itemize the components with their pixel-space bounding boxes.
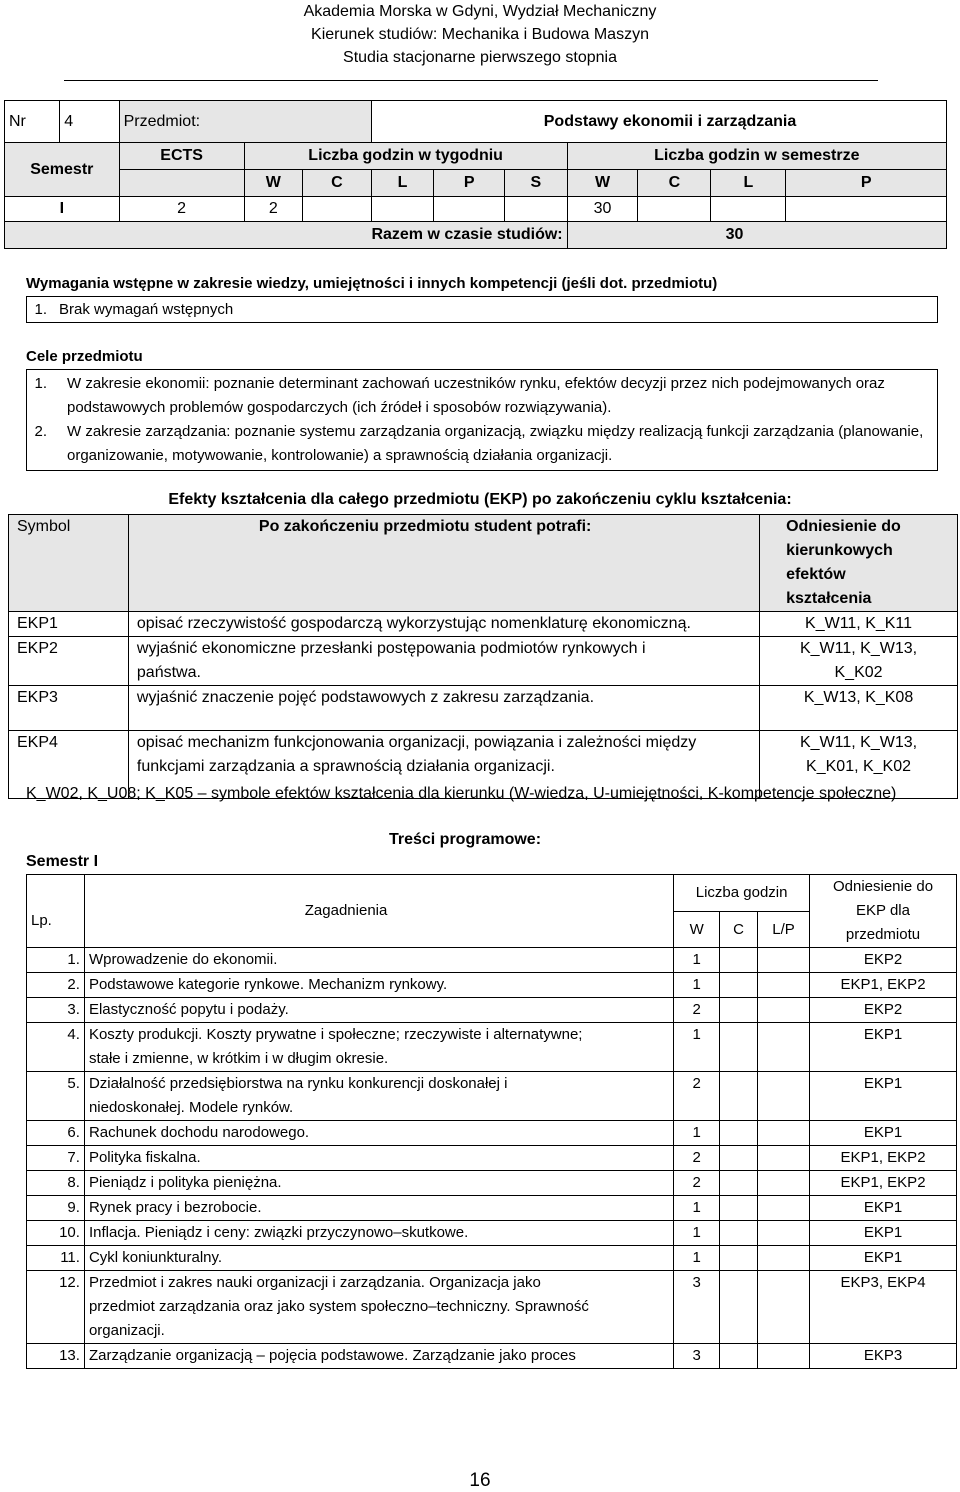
- outcome-legend: K_W02, K_U08; K_K05 – symbole efektów kształcenia dla kierunku (W-wiedza, U-umiejętności, K-kompetencje społeczne): [26, 785, 897, 802]
- topic-number: 1.: [27, 948, 85, 973]
- topic-text: Inflacja. Pieniądz i ceny: związki przyczynowo–skutkowe.: [84, 1221, 673, 1246]
- topic-ekp: EKP1: [810, 1023, 957, 1072]
- topic-hours-c: [720, 1246, 758, 1271]
- topic-ekp: EKP2: [810, 998, 957, 1023]
- topic-hours-lp: [758, 1246, 810, 1271]
- goal-number: 1.: [34, 375, 47, 392]
- outcome-symbol: EKP2: [9, 637, 129, 686]
- topic-number: 6.: [27, 1121, 85, 1146]
- topic-number: 5.: [27, 1072, 85, 1121]
- table-row: [27, 1271, 957, 1344]
- col-symbol-header: Symbol: [9, 515, 129, 612]
- topic-hours-c: [720, 1023, 758, 1072]
- goal-number: 2.: [34, 423, 47, 440]
- goals-title: Cele przedmiotu: [26, 348, 143, 365]
- outcome-symbol: EKP1: [9, 612, 129, 637]
- topic-hours-w: 2: [674, 1072, 720, 1121]
- outcome-text: wyjaśnić znaczenie pojęć podstawowych z zakresu zarządzania.: [128, 686, 759, 731]
- topic-hours-w: 1: [674, 1121, 720, 1146]
- topic-ekp: EKP1: [810, 1246, 957, 1271]
- w-sem-value: 30: [567, 197, 638, 222]
- col-ekp-header: Odniesienie do EKP dla przedmiotu: [810, 875, 957, 948]
- topic-hours-w: 2: [674, 1171, 720, 1196]
- requirement-text: Brak wymagań wstępnych: [59, 301, 234, 318]
- semester-label: Semestr I: [26, 853, 99, 870]
- topic-hours-c: [720, 1344, 758, 1369]
- document-header: [0, 0, 960, 69]
- topic-hours-w: 1: [674, 1196, 720, 1221]
- goal-text: W zakresie zarządzania: poznanie systemu zarządzania organizacją, związku między realizacją funkcji zarządzania (planowanie, organizowanie, motywowanie, kontrolowanie) a sprawnością działania organizacji.: [67, 423, 924, 464]
- course-table: [4, 100, 947, 249]
- topic-number: 13.: [27, 1344, 85, 1369]
- header-field: Kierunek studiów: Mechanika i Budowa Maszyn: [311, 26, 649, 43]
- goals-box: [26, 369, 938, 471]
- col-hours-header: Liczba godzin: [674, 875, 810, 912]
- content-table: [26, 874, 957, 1369]
- topic-text: Rachunek dochodu narodowego.: [84, 1121, 673, 1146]
- topic-ekp: EKP3, EKP4: [810, 1271, 957, 1344]
- outcome-text: wyjaśnić ekonomiczne przesłanki postępowania podmiotów rynkowych i państwa.: [128, 637, 759, 686]
- topic-hours-c: [720, 973, 758, 998]
- table-row: [27, 973, 957, 998]
- requirements-box: [26, 296, 938, 323]
- topic-ekp: EKP3: [810, 1344, 957, 1369]
- topic-hours-lp: [758, 1344, 810, 1369]
- topic-text: Rynek pracy i bezrobocie.: [84, 1196, 673, 1221]
- col-w-header: W: [674, 912, 720, 948]
- topic-hours-lp: [758, 973, 810, 998]
- list-item: [31, 372, 933, 420]
- topic-number: 7.: [27, 1146, 85, 1171]
- topic-ekp: EKP1: [810, 1072, 957, 1121]
- col-p-sem: P: [786, 170, 947, 197]
- table-row: [9, 612, 958, 637]
- topic-text: Działalność przedsiębiorstwa na rynku konkurencji doskonałej i niedoskonałej. Modele rynków.: [84, 1072, 673, 1121]
- col-c-header: C: [720, 912, 758, 948]
- table-row: [27, 1072, 957, 1121]
- content-title: Treści programowe:: [388, 831, 542, 848]
- col-w-week: W: [244, 170, 302, 197]
- topic-text: Pieniądz i polityka pieniężna.: [84, 1171, 673, 1196]
- ects-header: ECTS: [119, 143, 244, 170]
- topic-text: Podstawowe kategorie rynkowe. Mechanizm rynkowy.: [84, 973, 673, 998]
- table-row: [27, 998, 957, 1023]
- hours-week-header: Liczba godzin w tygodniu: [244, 143, 567, 170]
- topic-hours-w: 1: [674, 1221, 720, 1246]
- semester-value: I: [5, 197, 120, 222]
- topic-ekp: EKP1, EKP2: [810, 973, 957, 998]
- col-lp-header: Lp.: [27, 875, 85, 948]
- topic-hours-lp: [758, 1271, 810, 1344]
- topic-hours-c: [720, 1196, 758, 1221]
- header-university: Akademia Morska w Gdyni, Wydział Mechaniczny: [303, 3, 657, 20]
- topic-text: Cykl koniunkturalny.: [84, 1246, 673, 1271]
- col-outcome-header: Po zakończeniu przedmiotu student potrafi:: [128, 515, 759, 612]
- total-value: 30: [567, 222, 946, 249]
- list-item: [31, 420, 933, 468]
- header-mode: Studia stacjonarne pierwszego stopnia: [343, 49, 617, 66]
- topic-ekp: EKP1: [810, 1196, 957, 1221]
- outcome-reference: K_W11, K_K11: [760, 612, 958, 637]
- ects-value: 2: [119, 197, 244, 222]
- total-label: Razem w czasie studiów:: [5, 222, 568, 249]
- list-item: [31, 301, 933, 318]
- topic-ekp: EKP2: [810, 948, 957, 973]
- topic-number: 10.: [27, 1221, 85, 1246]
- topic-ekp: EKP1, EKP2: [810, 1171, 957, 1196]
- table-row: [9, 686, 958, 731]
- topic-text: Elastyczność popytu i podaży.: [84, 998, 673, 1023]
- col-c-sem: C: [638, 170, 711, 197]
- page-number: 16: [469, 1470, 491, 1491]
- col-lp2-header: L/P: [758, 912, 810, 948]
- outcome-text: opisać mechanizm funkcjonowania organizacji, powiązania i zależności między funkcjami zarządzania a sprawnością działania organizacji.: [128, 731, 759, 799]
- topic-hours-w: 1: [674, 973, 720, 998]
- topic-hours-w: 2: [674, 998, 720, 1023]
- topic-number: 8.: [27, 1171, 85, 1196]
- table-row: [27, 1221, 957, 1246]
- col-w-sem: W: [567, 170, 638, 197]
- topic-text: Przedmiot i zakres nauki organizacji i zarządzania. Organizacja jako przedmiot zarządzania oraz jako system społeczno–techniczny. Sprawność organizacji.: [84, 1271, 673, 1344]
- outcome-symbol: EKP4: [9, 731, 129, 799]
- topic-hours-c: [720, 1171, 758, 1196]
- table-row: [27, 948, 957, 973]
- requirement-number: 1.: [34, 301, 47, 318]
- table-row: [27, 1146, 957, 1171]
- table-row: [27, 1196, 957, 1221]
- topic-text: Polityka fiskalna.: [84, 1146, 673, 1171]
- nr-label: Nr: [5, 101, 60, 143]
- topic-hours-lp: [758, 1221, 810, 1246]
- col-c-week: C: [302, 170, 371, 197]
- outcome-reference: K_W13, K_K08: [760, 686, 958, 731]
- table-row: [27, 1344, 957, 1369]
- goal-text: W zakresie ekonomii: poznanie determinant zachowań uczestników rynku, efektów decyzji przez nich podejmowanych oraz podstawowych problemów gospodarczych (ich źródeł i sposobów rozwiązywania).: [67, 375, 885, 416]
- col-s-week: S: [505, 170, 568, 197]
- topic-text: Zarządzanie organizacją – pojęcia podstawowe. Zarządzanie jako proces: [84, 1344, 673, 1369]
- topic-hours-w: 3: [674, 1271, 720, 1344]
- topic-number: 11.: [27, 1246, 85, 1271]
- topic-hours-lp: [758, 1023, 810, 1072]
- topic-hours-w: 2: [674, 1146, 720, 1171]
- col-l-sem: L: [711, 170, 786, 197]
- topic-hours-lp: [758, 948, 810, 973]
- table-row: [27, 1023, 957, 1072]
- przedmiot-label: Przedmiot:: [119, 101, 371, 143]
- table-row: [27, 1121, 957, 1146]
- col-p-week: P: [434, 170, 505, 197]
- topic-hours-c: [720, 1072, 758, 1121]
- topic-hours-w: 1: [674, 1023, 720, 1072]
- topic-hours-c: [720, 1121, 758, 1146]
- table-row: [27, 1246, 957, 1271]
- outcome-symbol: EKP3: [9, 686, 129, 731]
- outcomes-table: [8, 514, 958, 799]
- nr-value: 4: [60, 101, 119, 143]
- topic-hours-c: [720, 948, 758, 973]
- topic-ekp: EKP1, EKP2: [810, 1146, 957, 1171]
- topic-hours-w: 1: [674, 948, 720, 973]
- topic-number: 9.: [27, 1196, 85, 1221]
- outcome-text: opisać rzeczywistość gospodarczą wykorzystując nomenklaturę ekonomiczną.: [128, 612, 759, 637]
- course-name: Podstawy ekonomii i zarządzania: [371, 101, 946, 143]
- topic-hours-lp: [758, 1196, 810, 1221]
- topic-number: 3.: [27, 998, 85, 1023]
- w-week-value: 2: [244, 197, 302, 222]
- topic-hours-w: 3: [674, 1344, 720, 1369]
- header-rule: [64, 80, 878, 81]
- outcomes-title: Efekty kształcenia dla całego przedmiotu (EKP) po zakończeniu cyklu kształcenia:: [168, 491, 792, 508]
- topic-ekp: EKP1: [810, 1221, 957, 1246]
- topic-text: Koszty produkcji. Koszty prywatne i społeczne; rzeczywiste i alternatywne; stałe i zmienne, w krótkim i w długim okresie.: [84, 1023, 673, 1072]
- topic-hours-c: [720, 998, 758, 1023]
- topic-hours-lp: [758, 1146, 810, 1171]
- topic-number: 2.: [27, 973, 85, 998]
- outcome-reference: K_W11, K_W13, K_K02: [760, 637, 958, 686]
- hours-semester-header: Liczba godzin w semestrze: [567, 143, 946, 170]
- topic-hours-c: [720, 1271, 758, 1344]
- topic-hours-lp: [758, 1072, 810, 1121]
- col-reference-header: Odniesienie do kierunkowych efektów kształcenia: [760, 515, 958, 612]
- topic-number: 12.: [27, 1271, 85, 1344]
- table-row: [9, 637, 958, 686]
- topic-hours-lp: [758, 1171, 810, 1196]
- topic-number: 4.: [27, 1023, 85, 1072]
- requirements-title: Wymagania wstępne w zakresie wiedzy, umiejętności i innych kompetencji (jeśli dot. przedmiotu): [26, 275, 718, 292]
- topic-hours-w: 1: [674, 1246, 720, 1271]
- topic-hours-lp: [758, 1121, 810, 1146]
- topic-hours-lp: [758, 998, 810, 1023]
- semestr-header: Semestr: [5, 143, 120, 197]
- topic-text: Wprowadzenie do ekonomii.: [84, 948, 673, 973]
- topic-ekp: EKP1: [810, 1121, 957, 1146]
- topic-hours-c: [720, 1146, 758, 1171]
- col-topic-header: Zagadnienia: [84, 875, 673, 948]
- topic-hours-c: [720, 1221, 758, 1246]
- table-row: [27, 1171, 957, 1196]
- col-l-week: L: [371, 170, 434, 197]
- outcome-reference: K_W11, K_W13, K_K01, K_K02: [760, 731, 958, 799]
